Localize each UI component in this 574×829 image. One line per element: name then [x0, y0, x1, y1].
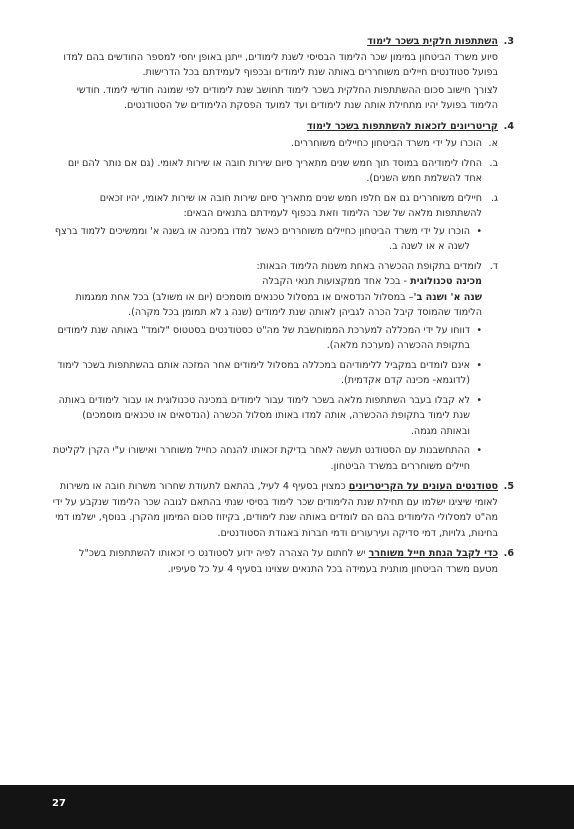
- bullet-item: [51, 323, 482, 354]
- criterion-a: [51, 136, 498, 152]
- section-number: 6.: [503, 548, 514, 559]
- paragraph: סיוע משרד הביטחון במימון שכר הלימוד הבסיסי לשנת לימודים, ייתנן באופן יחסי למספר החודשים בהם למדו בפועל סטודנטים חיילים משוחררים באותה שנת לימודים ובכפוף לעמידתם בכל הדרישות.: [63, 51, 498, 78]
- paragraph: [51, 546, 498, 577]
- section-text: יש לחתום על הצהרה לפיה ידוע לסטודנט כי זכאותו להשתתפות בשכ"ל מטעם משרד הביטחון מותנית בעמידה בכל התנאים שצוינו בסעיף 4 על כל סעיפיו.: [79, 548, 498, 575]
- footer-bar: [0, 785, 574, 829]
- prep-text: - בכל אחד ממקצועות תנאי הקבלה: [262, 276, 411, 287]
- item-letter: ג.: [490, 192, 498, 204]
- section-number: 3.: [503, 36, 514, 47]
- section-title: השתתפות חלקית בשכר לימוד: [367, 36, 498, 47]
- bullet-text: ההתחשבנות עם הסטודנט תעשה לאחר בדיקת זכאותו להנחה כחייל משוחרר ואישורו ע"י הקרן לקליטת חיילים משוחררים במשרד הביטחון.: [52, 445, 470, 472]
- section-number: 4.: [503, 120, 514, 132]
- bullet-text: לא קבלו בעבר השתתפות מלאה בשכר לימוד עבור לימודים במכינה טכנולוגית או עבור לימודים באותה שנת לימוד בתקופת ההכשרה, אותה למדו באותו מסלול הכשרה (הנדסאים או טכנאים מוסמכים) ובאותה מגמה.: [58, 394, 470, 437]
- section-6: [51, 546, 514, 577]
- bullet-item: [51, 224, 482, 255]
- bullet-text: אינם לומדים במקביל ללימודיהם במכללה במסלול לימודים אחר המזכה אותם בהשתתפות בשכר לימוד (לדוגמא- מכינה קדם אקדמית).: [57, 359, 470, 386]
- bullet-dot: •: [476, 359, 482, 371]
- section-5: [51, 479, 514, 541]
- item-letter: ב.: [489, 157, 498, 169]
- item-letter: א.: [488, 138, 498, 149]
- criterion-d: [51, 259, 498, 475]
- section-title: כדי לקבל הנחת חייל משוחרר: [368, 548, 498, 559]
- item-text: החלו לימודיהם במוסד תוך חמש שנים מתאריך סיום שירות חובה או שירות לאומי. (גם אם נותר להם יום אחד להשלמת חמש השנים).: [67, 157, 482, 184]
- section-3: [51, 34, 514, 114]
- section-4: [51, 119, 514, 475]
- year-label: שנה א' ושנה ב': [413, 291, 482, 303]
- item-letter: ד.: [489, 260, 498, 272]
- bullet-item: [51, 443, 482, 474]
- item-text: חיילים משוחררים גם אם חלפו חמש שנים מתאריך סיום שירות חובה או שירות לאומי, יהיו זכאים להשתתפות מלאה של שכר הלימוד וזאת בכפוף לעמידתם בתנאים הבאים:: [99, 192, 482, 219]
- bullet-text: דווחו על ידי המכללה למערכת הממוחשבת של מה"ט כסטודנטים בסטטוס "לומד" באותה שנת לימודים בתקופת ההכשרה (מערכת מלאה).: [57, 324, 470, 351]
- item-text: הוכרו על ידי משרד הביטחון כחיילים משוחררים.: [290, 138, 482, 149]
- prep-line: [51, 274, 482, 290]
- section-title: קריטריונים לזכאות להשתתפות בשכר לימוד: [307, 120, 498, 132]
- bullet-item: [51, 358, 482, 389]
- criterion-b: [51, 156, 498, 187]
- bullet-dot: •: [476, 394, 482, 406]
- paragraph: לצורך חישוב סכום ההשתתפות החלקית בשכר לימוד תחושב שנת לימודים לפי שמונה חודשי לימוד. חודשי הלימוד בפועל יהיו מתחילת אותה שנת לימודים ועד למועד הפסקת הלימודים של הסטודנטים.: [76, 84, 498, 111]
- section-number: 5.: [503, 481, 514, 492]
- bullet-text: הוכרו על ידי משרד הביטחון כחיילים משוחררים כאשר למדו במכינה או בשנה א' וממשיכים ללמוד ברצף לשנה א או לשנה ב.: [54, 225, 470, 252]
- bullet-dot: •: [476, 324, 482, 336]
- year-text: – במסלול הנדסאים או במסלול טכנאים מוסמכים (יום או משולב) בכל אחת ממגמות הלימוד שהמוסד קיבל הכרה לגביהן לאותה שנת לימודים (שנה ג לא תמומן בכל מקרה).: [75, 291, 482, 318]
- section-text: כמצוין בסעיף 4 לעיל, בהתאם לתעודת שחרור משרות חובה או משירות לאומי שיציגו ישלמו עם תחילת שנת הלימודים שכר לימוד בסיסי שנתי בהתאם לגובה שכר הלימוד שנקבע על ידי מה"ט למסלולי הלימודים בהם הם לומדים באותה שנת לימודים, בקיזוז סכום המימון מהקרן. בנוסף, ישלמו דמי בחינות, גלויות, דמי סדיקה ועירעורים ודמי חברות באגודת הסטודנטים.: [52, 481, 498, 539]
- criterion-c: [51, 191, 498, 255]
- document-content: [51, 34, 514, 582]
- prep-label: מכינה טכנולוגית: [410, 276, 482, 287]
- paragraph: [51, 479, 498, 541]
- bullet-item: [51, 393, 482, 440]
- item-intro: לומדים בתקופת ההכשרה באחת משנות הלימוד הבאות:: [256, 260, 482, 272]
- page-number: 27: [52, 798, 66, 809]
- bullet-dot: •: [476, 445, 482, 456]
- section-title: סטודנטים העונים על הקריטריונים: [348, 481, 498, 492]
- bullet-dot: •: [476, 225, 482, 237]
- year-line: [51, 290, 482, 321]
